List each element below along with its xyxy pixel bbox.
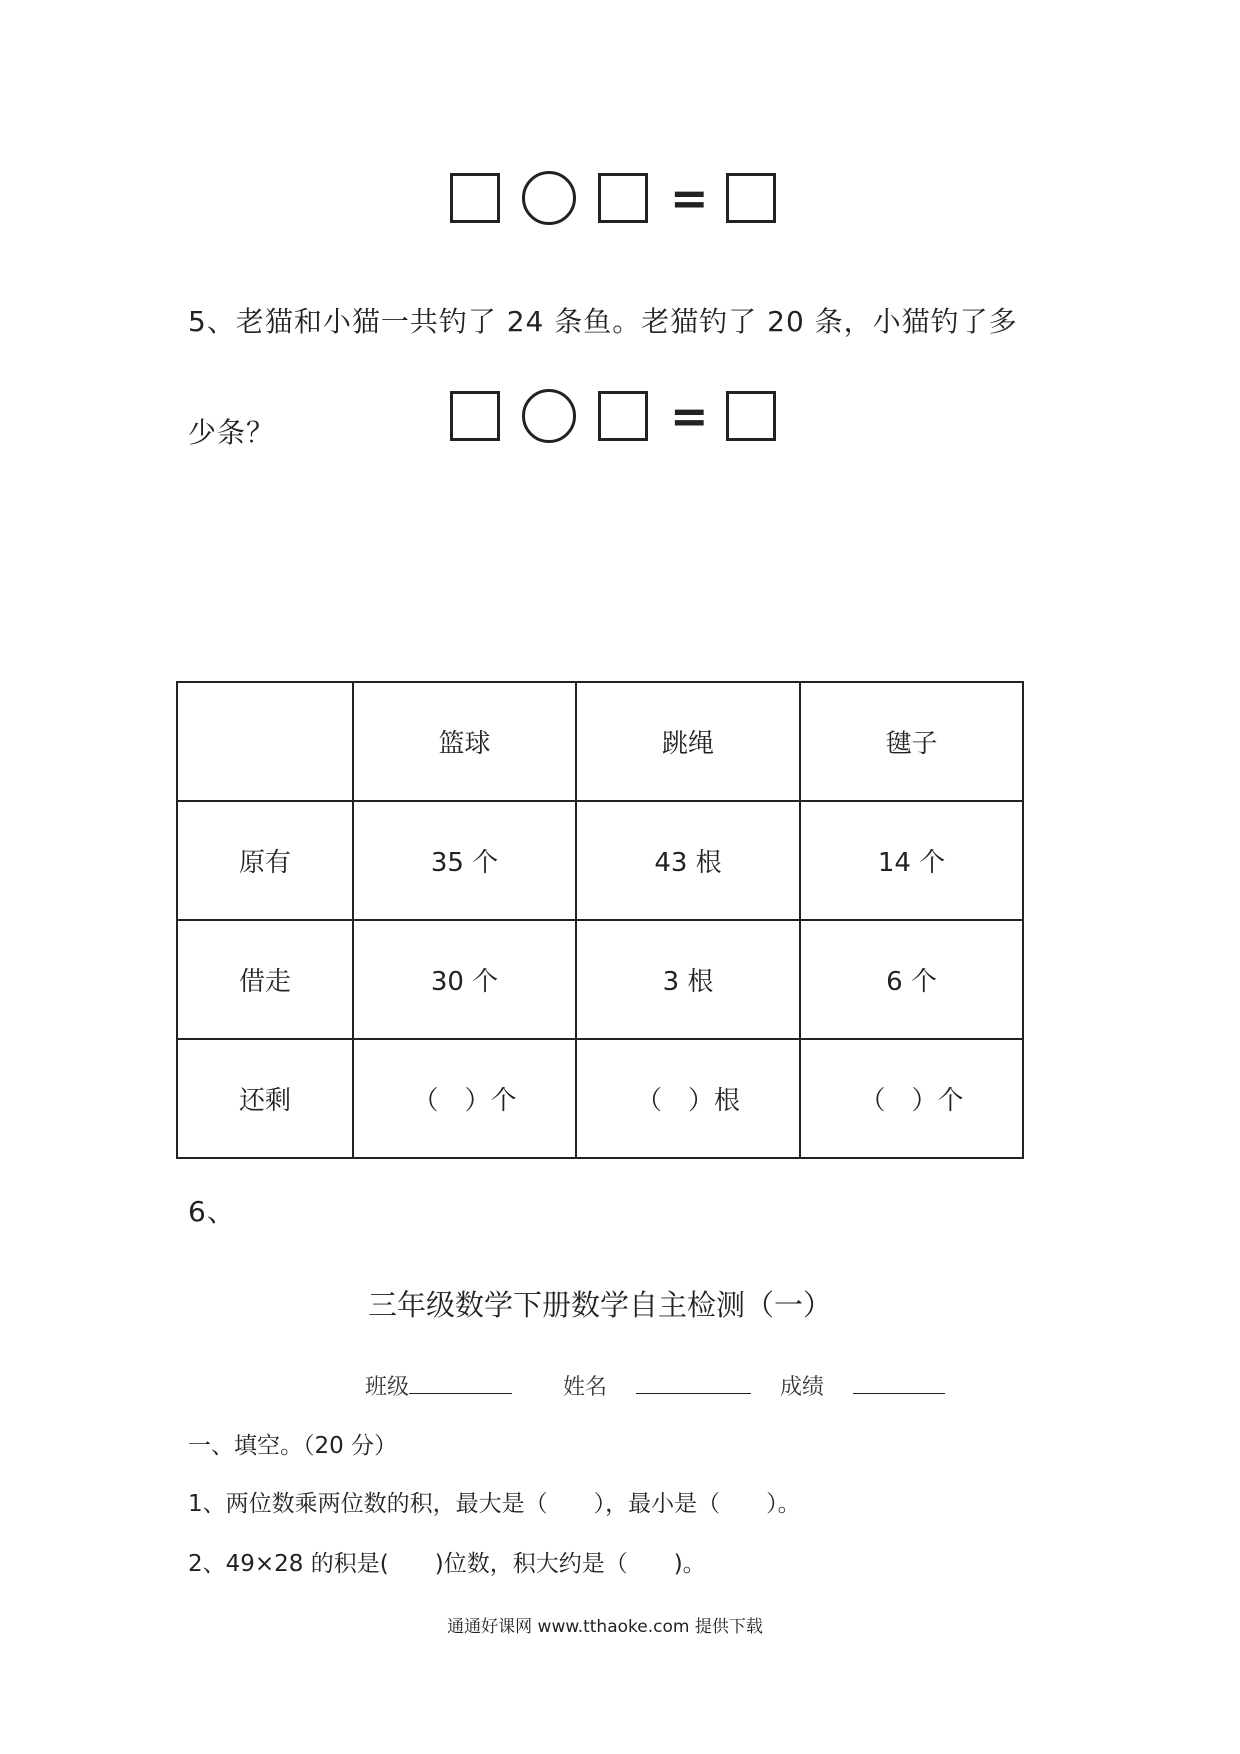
question-6-label: 6、 [188,1195,236,1228]
fill-in-item-2: 2、49×28 的积是( )位数，积大约是（ )。 [188,1551,706,1577]
score-field[interactable] [853,1373,945,1394]
student-info-row [365,1370,945,1401]
table-row [177,801,1023,920]
table-cell [177,682,353,801]
row-label: 借走 [177,920,353,1039]
score-label: 成绩 [780,1375,825,1400]
table-cell: 6 个 [800,920,1023,1039]
table-header-cell: 跳绳 [576,682,800,801]
answer-box [726,173,776,223]
class-label: 班级 [365,1375,410,1400]
table-row [177,920,1023,1039]
answer-box [726,391,776,441]
table-cell: 14 个 [800,801,1023,920]
row-label: 还剩 [177,1039,353,1158]
equals-sign: = [670,389,709,443]
operator-circle [522,171,576,225]
answer-box [450,173,500,223]
section-1-heading: 一、填空。（20 分） [188,1433,398,1459]
table-cell: （ ）个 [353,1039,576,1158]
equation-template-2 [450,389,776,443]
table-cell: 43 根 [576,801,800,920]
answer-box [598,173,648,223]
exam-title: 三年级数学下册数学自主检测（一） [367,1288,832,1322]
question-5-line-1: 5、老猫和小猫一共钓了 24 条鱼。老猫钓了 20 条，小猫钓了多 [188,305,1018,338]
question-5-line-2: 少条？ [188,416,276,449]
equation-template-1 [450,171,776,225]
answer-box [598,391,648,441]
equals-sign: = [670,171,709,225]
row-label: 原有 [177,801,353,920]
answer-box [450,391,500,441]
page-footer: 通通好课网 www.tthaoke.com 提供下载 [447,1617,763,1637]
table-cell: 35 个 [353,801,576,920]
class-field[interactable] [409,1373,512,1394]
table-cell: 30 个 [353,920,576,1039]
table-header-cell: 篮球 [353,682,576,801]
operator-circle [522,389,576,443]
table-cell: （ ）个 [800,1039,1023,1158]
name-field[interactable] [636,1373,751,1394]
sports-equipment-table [176,681,1024,1159]
name-label: 姓名 [563,1375,608,1400]
table-cell: （ ）根 [576,1039,800,1158]
table-header-cell: 毽子 [800,682,1023,801]
fill-in-item-1: 1、两位数乘两位数的积，最大是（ ），最小是（ ）。 [188,1491,801,1517]
table-header-row [177,682,1023,801]
table-row [177,1039,1023,1158]
table-cell: 3 根 [576,920,800,1039]
